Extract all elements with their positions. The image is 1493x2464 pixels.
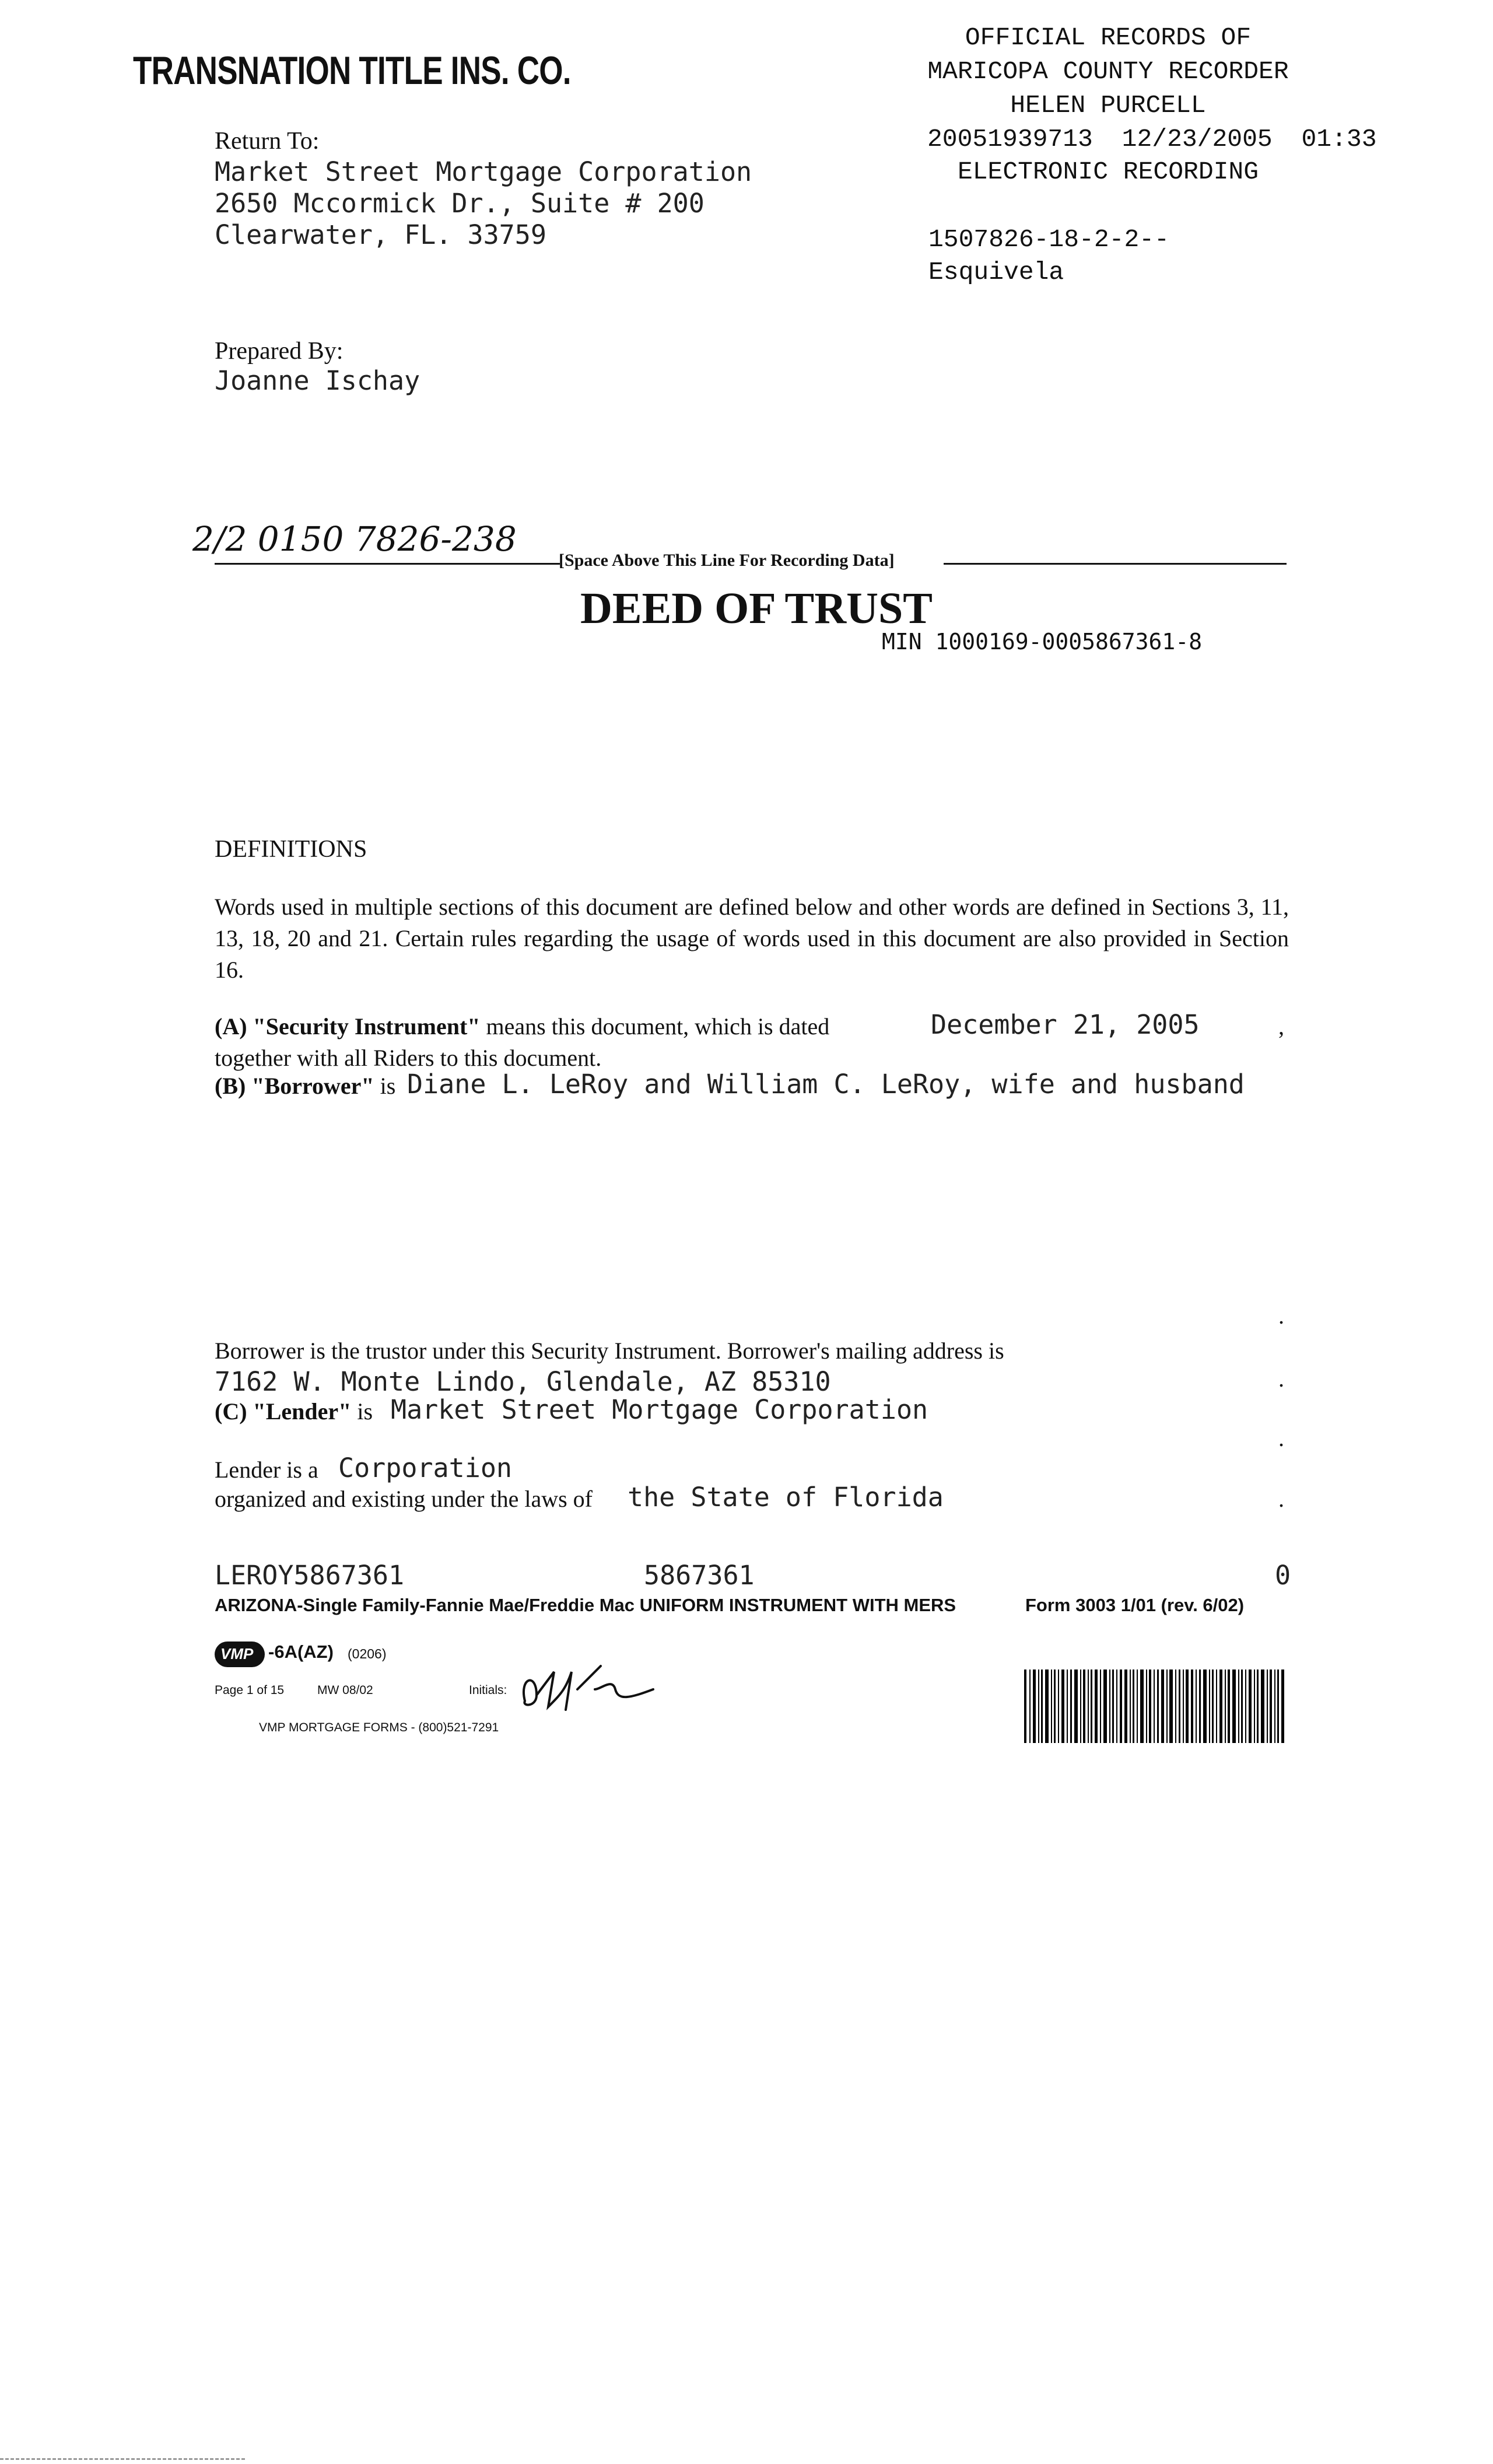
- form-code: -6A(AZ): [268, 1642, 334, 1662]
- definition-c-line: [215, 1398, 373, 1425]
- form-number: Form 3003 1/01 (rev. 6/02): [1025, 1595, 1245, 1615]
- form-description: ARIZONA-Single Family-Fannie Mae/Freddie Mac UNIFORM INSTRUMENT WITH MERS: [215, 1595, 956, 1615]
- title-company-name: TRANSNATION TITLE INS. CO.: [133, 48, 571, 93]
- return-to-line-1: Market Street Mortgage Corporation: [215, 156, 752, 187]
- definition-b-is: is: [380, 1073, 396, 1099]
- lender-entity-type: Corporation: [338, 1452, 513, 1483]
- vmp-logo-text: VMP: [220, 1645, 254, 1662]
- recording-line-2: MARICOPA COUNTY RECORDER: [927, 57, 1289, 86]
- definition-a-text: means this document, which is dated: [486, 1013, 830, 1040]
- borrower-names: Diane L. LeRoy and William C. LeRoy, wife and husband: [407, 1069, 1245, 1100]
- return-to-line-2: 2650 Mccormick Dr., Suite # 200: [215, 188, 705, 219]
- page-number: Page 1 of 15: [215, 1684, 285, 1697]
- return-to-label: Return To:: [215, 128, 320, 155]
- handwritten-reference: 2/2 0150 7826-238: [192, 519, 517, 559]
- lender-state: the State of Florida: [628, 1482, 944, 1513]
- definition-b-label: (B) "Borrower": [215, 1073, 374, 1099]
- lender-name: Market Street Mortgage Corporation: [391, 1394, 928, 1425]
- mw-code: MW 08/02: [317, 1684, 373, 1697]
- period-mark: .: [1278, 1425, 1284, 1451]
- prepared-by-name: Joanne Ischay: [215, 365, 420, 396]
- recording-clerk: Esquivela: [928, 258, 1064, 286]
- initials-signature: [513, 1654, 665, 1724]
- recording-file-ref: 1507826-18-2-2--: [928, 225, 1169, 254]
- recording-divider-line: [944, 563, 1287, 565]
- definition-a-comma: ,: [1278, 1013, 1284, 1040]
- initials-label: Initials:: [469, 1684, 507, 1697]
- space-above-label: [Space Above This Line For Recording Data]: [559, 551, 895, 570]
- recording-line-3: HELEN PURCELL: [1010, 91, 1206, 120]
- handwritten-underline: [215, 563, 560, 565]
- return-to-line-3: Clearwater, FL. 33759: [215, 219, 546, 250]
- borrower-trustor-text: Borrower is the trustor under this Security Instrument. Borrower's mailing address is: [215, 1338, 1004, 1364]
- recording-line-5: ELECTRONIC RECORDING: [957, 158, 1259, 186]
- definition-a-label: (A) "Security Instrument": [215, 1013, 481, 1040]
- barcode: [1024, 1670, 1284, 1743]
- definition-b-line: [215, 1072, 395, 1100]
- borrower-mailing-address: 7162 W. Monte Lindo, Glendale, AZ 85310: [215, 1366, 831, 1397]
- loan-id: LEROY5867361: [215, 1560, 405, 1591]
- security-instrument-date: December 21, 2005: [931, 1009, 1200, 1040]
- loan-number: 5867361: [644, 1560, 755, 1591]
- definitions-intro: Words used in multiple sections of this document are defined below and other words are defined in Sections 3, 11, 13, 18, 20 and 21. Certain rules regarding the usage of words used in this document are also provided in Section 16.: [215, 894, 1289, 983]
- organized-text: organized and existing under the laws of: [215, 1486, 593, 1512]
- vmp-logo: [215, 1642, 265, 1667]
- definition-c-label: (C) "Lender": [215, 1398, 352, 1424]
- period-mark: .: [1278, 1303, 1284, 1329]
- lender-is-a-text: Lender is a: [215, 1457, 318, 1483]
- document-title: DEED OF TRUST: [580, 584, 933, 633]
- scan-edge-artifact: [0, 2458, 245, 2460]
- prepared-by-label: Prepared By:: [215, 338, 344, 365]
- form-revision: (0206): [348, 1646, 387, 1661]
- period-mark: .: [1278, 1486, 1284, 1512]
- definition-c-is: is: [357, 1398, 373, 1424]
- recording-number-date: 20051939713 12/23/2005 01:33: [927, 125, 1377, 153]
- footer-zero: 0: [1275, 1560, 1291, 1591]
- recording-line-1: OFFICIAL RECORDS OF: [965, 23, 1252, 52]
- min-number: MIN 1000169-0005867361-8: [882, 629, 1203, 654]
- period-mark: .: [1278, 1366, 1284, 1392]
- definition-a-continued: together with all Riders to this document.: [215, 1045, 602, 1071]
- vmp-mortgage-forms: VMP MORTGAGE FORMS - (800)521-7291: [259, 1721, 499, 1734]
- definitions-heading: DEFINITIONS: [215, 836, 367, 863]
- definition-a-line: [215, 1013, 829, 1040]
